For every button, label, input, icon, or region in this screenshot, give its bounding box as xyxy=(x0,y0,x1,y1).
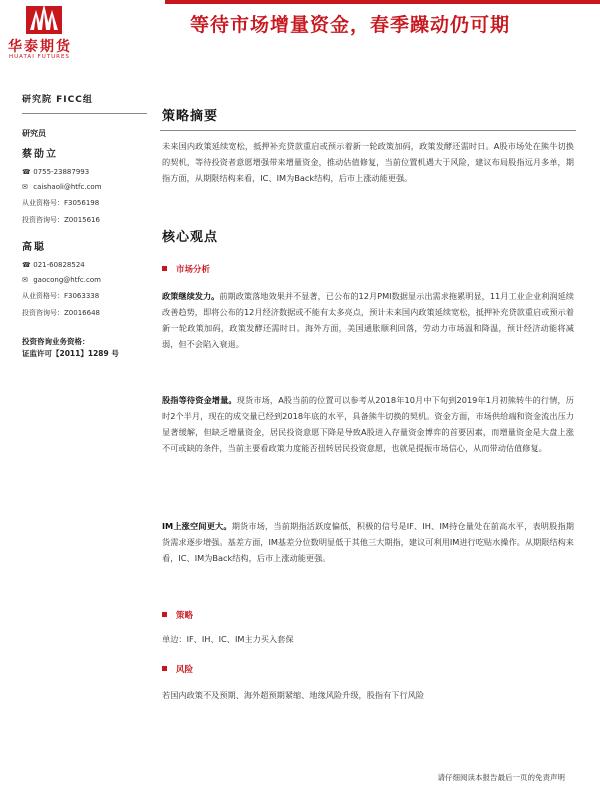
analyst-card xyxy=(22,145,152,225)
footer-disclaimer: 请仔细阅读本报告最后一页的免责声明 xyxy=(437,773,565,782)
email-value[interactable]: gaocong@htfc.com xyxy=(33,276,101,284)
risk-text: 若国内政策不及预期、海外超预期紧缩、地缘风险升级，股指有下行风险 xyxy=(162,690,425,700)
phone-icon: ☎ xyxy=(22,261,31,269)
mail-icon: ✉ xyxy=(22,276,28,284)
analyst-consulting-id: 投资咨询号：Z0016648 xyxy=(22,309,100,317)
risk-heading: 风险 xyxy=(162,663,193,675)
role-label: 研究员 xyxy=(22,129,46,138)
main-divider xyxy=(160,130,576,131)
analysis-paragraph-im: IM上涨空间更大。期货市场，当前期指活跃度偏低，积极的信号是IF、IH、IM持仓量处在前高水平，表明股指期货需求逐步增强。基差方面，IM基差分位数明显低于其他三大期指，建议可利用IM进行吃贴水操作。从期限结构来看，IC、IM为Back结构，后市上涨动能更强。 xyxy=(162,521,574,563)
phone-value: 0755-23887993 xyxy=(33,168,90,176)
market-analysis-heading: 市场分析 xyxy=(162,263,210,275)
analyst-qualification: 从业资格号：F3056198 xyxy=(22,199,100,207)
paragraph-lead: 股指等待资金增量。 xyxy=(162,395,237,405)
analyst-phone xyxy=(22,261,152,269)
bullet-square-icon xyxy=(162,612,167,617)
phone-icon: ☎ xyxy=(22,168,31,176)
analyst-consulting-id: 投资咨询号：Z0015616 xyxy=(22,216,100,224)
company-logo xyxy=(8,2,118,60)
bullet-square-icon xyxy=(162,666,167,671)
sidebar xyxy=(22,92,152,360)
report-title: 等待市场增量资金，春季躁动仍可期 xyxy=(190,14,511,36)
analyst-email[interactable] xyxy=(22,183,152,191)
analyst-email[interactable] xyxy=(22,276,152,284)
phone-value: 021-60828524 xyxy=(33,261,85,269)
license-label: 投资咨询业务资格： xyxy=(22,337,90,346)
strategy-text: 单边：IF、IH、IC、IM主力买入套保 xyxy=(162,634,294,644)
paragraph-lead: 政策继续发力。 xyxy=(162,291,220,301)
summary-text: 未来国内政策延续宽松，抵押补充贷款重启或预示着新一轮政策加码，政策发酵还需时日。A股市场处在熊牛切换的契机，等待投资者意愿增强带来增量资金，推动估值修复，当前位置机遇大于风险，建议布局股指远月多单，期指方面，从期限结构来看，IC、IM为Back结构，后市上涨动能更强。 xyxy=(162,141,574,183)
bullet-square-icon xyxy=(162,266,167,271)
paragraph-lead: IM上涨空间更大。 xyxy=(162,521,232,531)
report-header xyxy=(0,0,600,62)
license-info xyxy=(22,336,152,360)
department-label: 研究院 FICC组 xyxy=(22,95,93,105)
email-value[interactable]: caishaoli@htfc.com xyxy=(33,183,102,191)
strategy-heading: 策略 xyxy=(162,609,193,621)
mail-icon: ✉ xyxy=(22,183,28,191)
header-accent-line xyxy=(165,0,600,4)
analysis-paragraph-funds: 股指等待资金增量。现货市场，A股当前的位置可以参考从2018年10月中下旬到2019年1月初熊转牛的行情，历时2个半月，现在的成交量已经到2018年底的水平，具备熊牛切换的契机。资金方面，市场供给端和资金流出压力显著缓解，但缺乏增量资金，居民投资意愿下降是导致A股进入存量资金博弈的首要因素，而增量资金是大盘上涨不可或缺的条件，当前主要看政策力度能否扭转居民投资意愿，也就是提振市场信心，从而带动估值修复。 xyxy=(162,395,574,453)
analyst-card xyxy=(22,238,152,318)
analyst-phone xyxy=(22,168,152,176)
summary-heading: 策略摘要 xyxy=(162,109,219,124)
analysis-paragraph-policy: 政策继续发力。前期政策落地效果并不显著，已公布的12月PMI数据显示出需求拖累明显，11月工业企业利润延续改善趋势，即将公布的12月经济数据或不能有太多亮点，预计未来国内政策延续宽松，抵押补充贷款重启或预示着新一轮政策加码，政策发酵还需时日。海外方面，美国通胀顺利回落，劳动力市场温和降温，预计经济动能将减弱，但不会陷入衰退。 xyxy=(162,291,574,349)
core-views-heading: 核心观点 xyxy=(162,230,219,245)
logo-chinese-name: 华泰期货 xyxy=(8,39,72,55)
analyst-name: 高聪 xyxy=(22,242,46,253)
license-value: 证监许可【2011】1289 号 xyxy=(22,349,119,358)
analyst-qualification: 从业资格号：F3063338 xyxy=(22,292,100,300)
logo-mark-icon xyxy=(26,2,62,34)
analyst-name: 蔡劭立 xyxy=(22,149,58,160)
logo-english-name: HUATAI FUTURES xyxy=(9,54,70,60)
